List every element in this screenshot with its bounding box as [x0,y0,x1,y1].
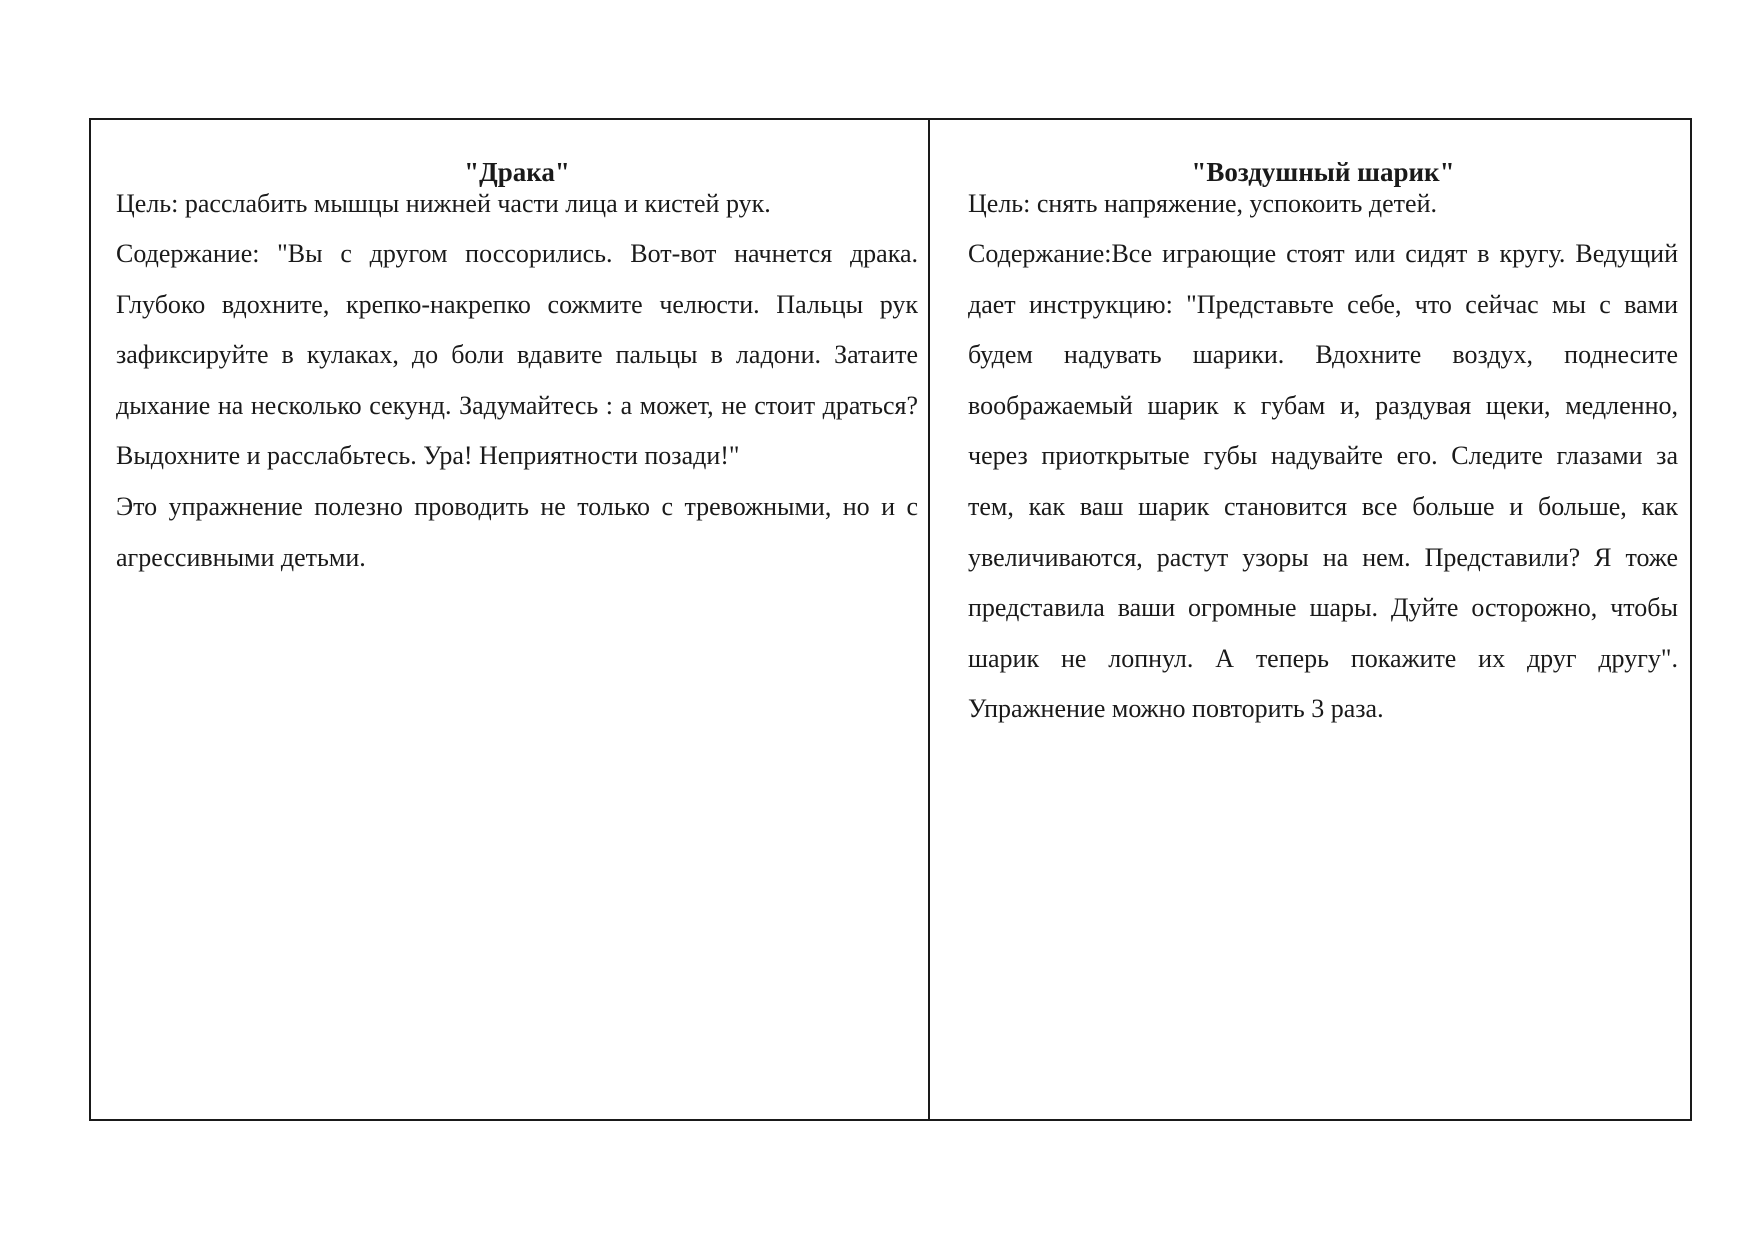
exercise-card-fight [90,119,929,1120]
exercise-goal: Цель: снять напряжение, успокоить детей. [968,189,1438,218]
exercise-note: Это упражнение полезно проводить не только с тревожными, но и с агрессивными детьми. [116,491,918,572]
table-row [90,119,1691,1120]
exercise-title: "Драка" [464,157,570,187]
exercise-card-balloon [929,119,1691,1120]
exercise-content: Содержание:Все играющие стоят или сидят в кругу. Ведущий дает инструкцию: "Представьте себе, что сейчас мы с вами будем надувать шарики. Вдохните воздух, поднесите воображаемый шарик к губам и, раздувая щеки, медленно, через приоткрытые губы надувайте его. Следите глазами за тем, как ваш шарик становится все больше и больше, как увеличиваются, растут узоры на нем. Представили? Я тоже представила ваши огромные шары. Дуйте осторожно, чтобы шарик не лопнул. А теперь покажите их друг другу". Упражнение можно повторить 3 раза. [968,239,1678,724]
exercise-goal: Цель: расслабить мышцы нижней части лица и кистей рук. [116,189,771,218]
exercise-title: "Воздушный шарик" [1191,157,1455,187]
exercise-cards-table [89,118,1692,1121]
exercise-content: Содержание: "Вы с другом поссорились. Вот-вот начнется драка. Глубоко вдохните, крепко-накрепко сожмите челюсти. Пальцы рук зафиксируйте в кулаках, до боли вдавите пальцы в ладони. Затаите дыхание на несколько секунд. Задумайтесь : а может, не стоит драться? Выдохните и расслабьтесь. Ура! Неприятности позади!" [116,239,918,471]
